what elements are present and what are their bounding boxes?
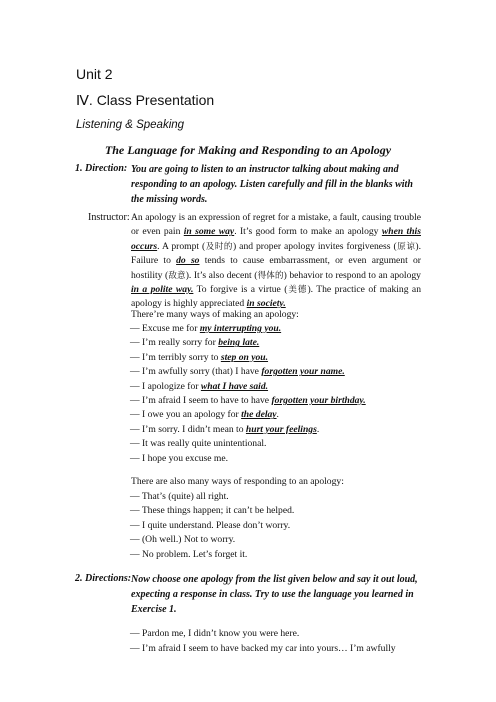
chinese-gloss: 得体的 xyxy=(257,270,284,281)
chinese-gloss: 美德 xyxy=(287,285,308,296)
paragraph-text: ). The practice of making an apology is highly appreciated xyxy=(131,284,421,310)
paragraph-text: ) behavior to respond to an apology xyxy=(283,269,421,281)
list-item: — I quite understand. Please don’t worry. xyxy=(130,519,291,531)
ways-intro: There’re many ways of making an apology: xyxy=(131,309,299,320)
answer-blank-5: in society. xyxy=(246,298,286,310)
answer-blank: the delay xyxy=(241,409,277,421)
exercise1-number: 1. Direction: xyxy=(75,163,128,174)
instructor-paragraph xyxy=(131,211,421,312)
section-heading: Ⅳ. Class Presentation xyxy=(76,92,215,108)
paragraph-text: . A prompt ( xyxy=(157,240,206,252)
exercise1-direction: You are going to listen to an instructor talking about making and responding to an apology. Listen carefully and fill in the blanks with the missing words. xyxy=(131,164,413,205)
list-item: — Pardon me, I didn’t know you were here. xyxy=(130,628,300,639)
apology-list xyxy=(130,322,366,466)
paragraph-text: An apology is an expression of regret for a mistake, a fault, causing trouble or even pain xyxy=(131,212,421,238)
list-item: — I hope you excuse me. xyxy=(130,452,229,464)
list-item: — That’s (quite) all right. xyxy=(130,491,229,502)
list-item: — Excuse me for my interrupting you. xyxy=(130,323,282,334)
answer-blank-4: in a polite way. xyxy=(131,284,194,296)
speaker-label: Instructor: xyxy=(88,212,130,223)
answer-blank: forgotten your birthday. xyxy=(271,395,366,407)
list-item: — I owe you an apology for the delay. xyxy=(130,409,279,421)
answer-blank: step on you. xyxy=(220,351,269,363)
answer-blank: hurt your feelings xyxy=(245,423,317,435)
list-item: — (Oh well.) Not to worry. xyxy=(130,534,236,546)
answer-blank-2: when this occurs xyxy=(131,226,421,252)
paragraph-text: tends to cause embarrassment, or even argument or hostility ( xyxy=(131,255,421,281)
list-item: — I’m afraid I seem to have to have forgotten your birthday. xyxy=(130,395,366,407)
responses-intro: There are also many ways of responding to an apology: xyxy=(131,476,344,487)
chinese-gloss: 原谅 xyxy=(396,241,416,252)
unit-heading: Unit 2 xyxy=(76,66,113,82)
paragraph-text: . It’s good form to make an apology xyxy=(234,226,382,238)
paragraph-text: To forgive is a virtue ( xyxy=(193,284,288,296)
paragraph-text: ). It’s also decent ( xyxy=(185,269,258,281)
list-item: — I’m terribly sorry to step on you. xyxy=(130,351,269,363)
exercise2-direction: Now choose one apology from the list given below and say it out loud, expecting a response in class. Try to use the language you learned in Exercise 1. xyxy=(131,574,418,615)
list-item: — These things happen; it can’t be helped. xyxy=(130,505,295,517)
paragraph-text: ) and proper apology invites forgiveness ( xyxy=(233,240,397,252)
exercise2-list xyxy=(130,626,396,656)
answer-blank: my interrupting you. xyxy=(199,323,282,334)
answer-blank: what I have said. xyxy=(200,380,269,392)
list-item: — I apologize for what I have said. xyxy=(130,380,269,392)
response-list xyxy=(130,490,294,562)
list-item: — It was really quite unintentional. xyxy=(130,438,267,450)
answer-blank-3: do so xyxy=(176,255,200,267)
page-title: The Language for Making and Responding to an Apology xyxy=(104,143,392,157)
exercise2-number: 2. Directions: xyxy=(75,573,132,584)
answer-blank: being late. xyxy=(218,337,260,349)
chinese-gloss: 及时的 xyxy=(205,241,234,252)
answer-blank: forgotten your name. xyxy=(261,366,345,378)
paragraph-text: ). Failure to xyxy=(131,240,421,267)
list-item: — I’m awfully sorry (that) I have forgotten your name. xyxy=(130,366,345,378)
chinese-gloss: 敌意 xyxy=(168,270,186,281)
list-item: — I’m afraid I seem to have backed my car into yours… I’m awfully xyxy=(130,643,396,654)
answer-blank-1: in some way xyxy=(183,226,235,238)
list-item: — I’m really sorry for being late. xyxy=(130,337,260,349)
subsection-heading: Listening & Speaking xyxy=(76,119,185,131)
list-item: — No problem. Let’s forget it. xyxy=(130,548,248,560)
list-item: — I’m sorry. I didn’t mean to hurt your feelings. xyxy=(130,423,320,435)
